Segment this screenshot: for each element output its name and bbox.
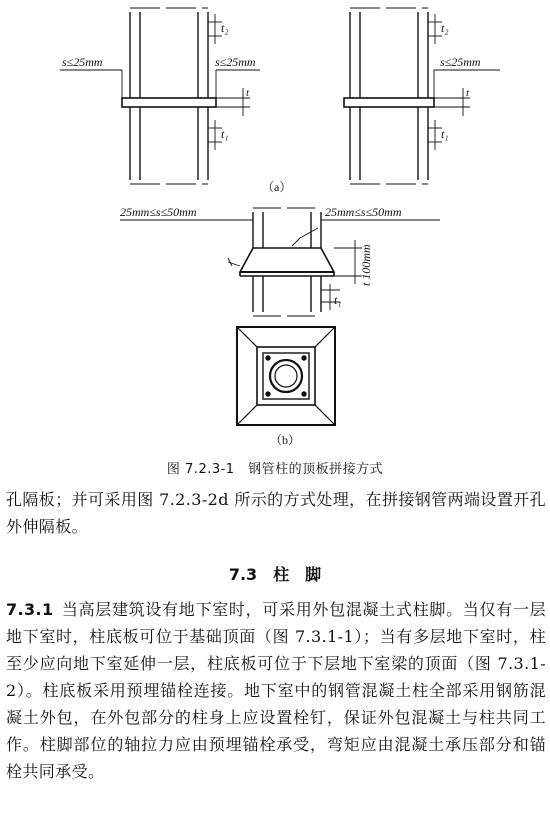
label-t2-a: t₂ — [221, 21, 229, 35]
clause-number: 7.3.1 — [6, 600, 54, 619]
label-s-b2: 25mm≤s≤50mm — [325, 205, 402, 219]
label-s-b1: 25mm≤s≤50mm — [120, 205, 197, 219]
detail-b-elevation — [120, 208, 440, 316]
label-t100: t 100mm — [359, 244, 373, 286]
clause-body: 当高层建筑设有地下室时，可采用外包混凝土式柱脚。当仅有一层地下室时，柱底板可位于基础顶面（图 7.3.1-1）；当有多层地下室时，柱至少应向地下室延伸一层，柱底板可位于下层地下室梁的顶面（图 7.3.1-2）。柱底板采用预埋锚栓连接。地下室中的钢管混凝土柱全部采用钢筋混凝土外包，在外包部分的柱身上应设置栓钉，保证外包混凝土与柱共同工作。柱脚部位的轴拉力应由预埋锚栓承受，弯矩应由混凝土承压部分和锚栓共同承受。 — [6, 600, 546, 781]
continuation-paragraph: 孔隔板；并可采用图 7.2.3-2d 所示的方式处理，在拼接钢管两端设置开孔外伸隔板。 — [6, 490, 546, 536]
clause-7-3-1 — [6, 596, 546, 785]
label-t-a2: t — [466, 87, 470, 99]
subfigure-label-a: （a） — [262, 180, 292, 194]
label-s-a2: s≤25mm — [215, 55, 256, 69]
label-t1-b: t₁ — [334, 293, 342, 307]
label-t1-a1: t₁ — [221, 127, 229, 141]
label-t-a1: t — [246, 87, 250, 99]
label-s-a3: s≤25mm — [440, 55, 481, 69]
section-title: 7.3 柱 脚 — [228, 565, 322, 584]
detail-a-left — [60, 8, 260, 184]
figure-caption: 图 7.2.3-1 钢管柱的顶板拼接方式 — [166, 462, 384, 477]
detail-a-right — [344, 8, 500, 184]
label-t2-b: t₂ — [441, 21, 449, 35]
detail-b-plan — [237, 327, 335, 425]
subfigure-label-b: （b） — [270, 433, 301, 447]
label-t1-a2: t₁ — [441, 127, 449, 141]
label-s-a1: s≤25mm — [62, 55, 103, 69]
